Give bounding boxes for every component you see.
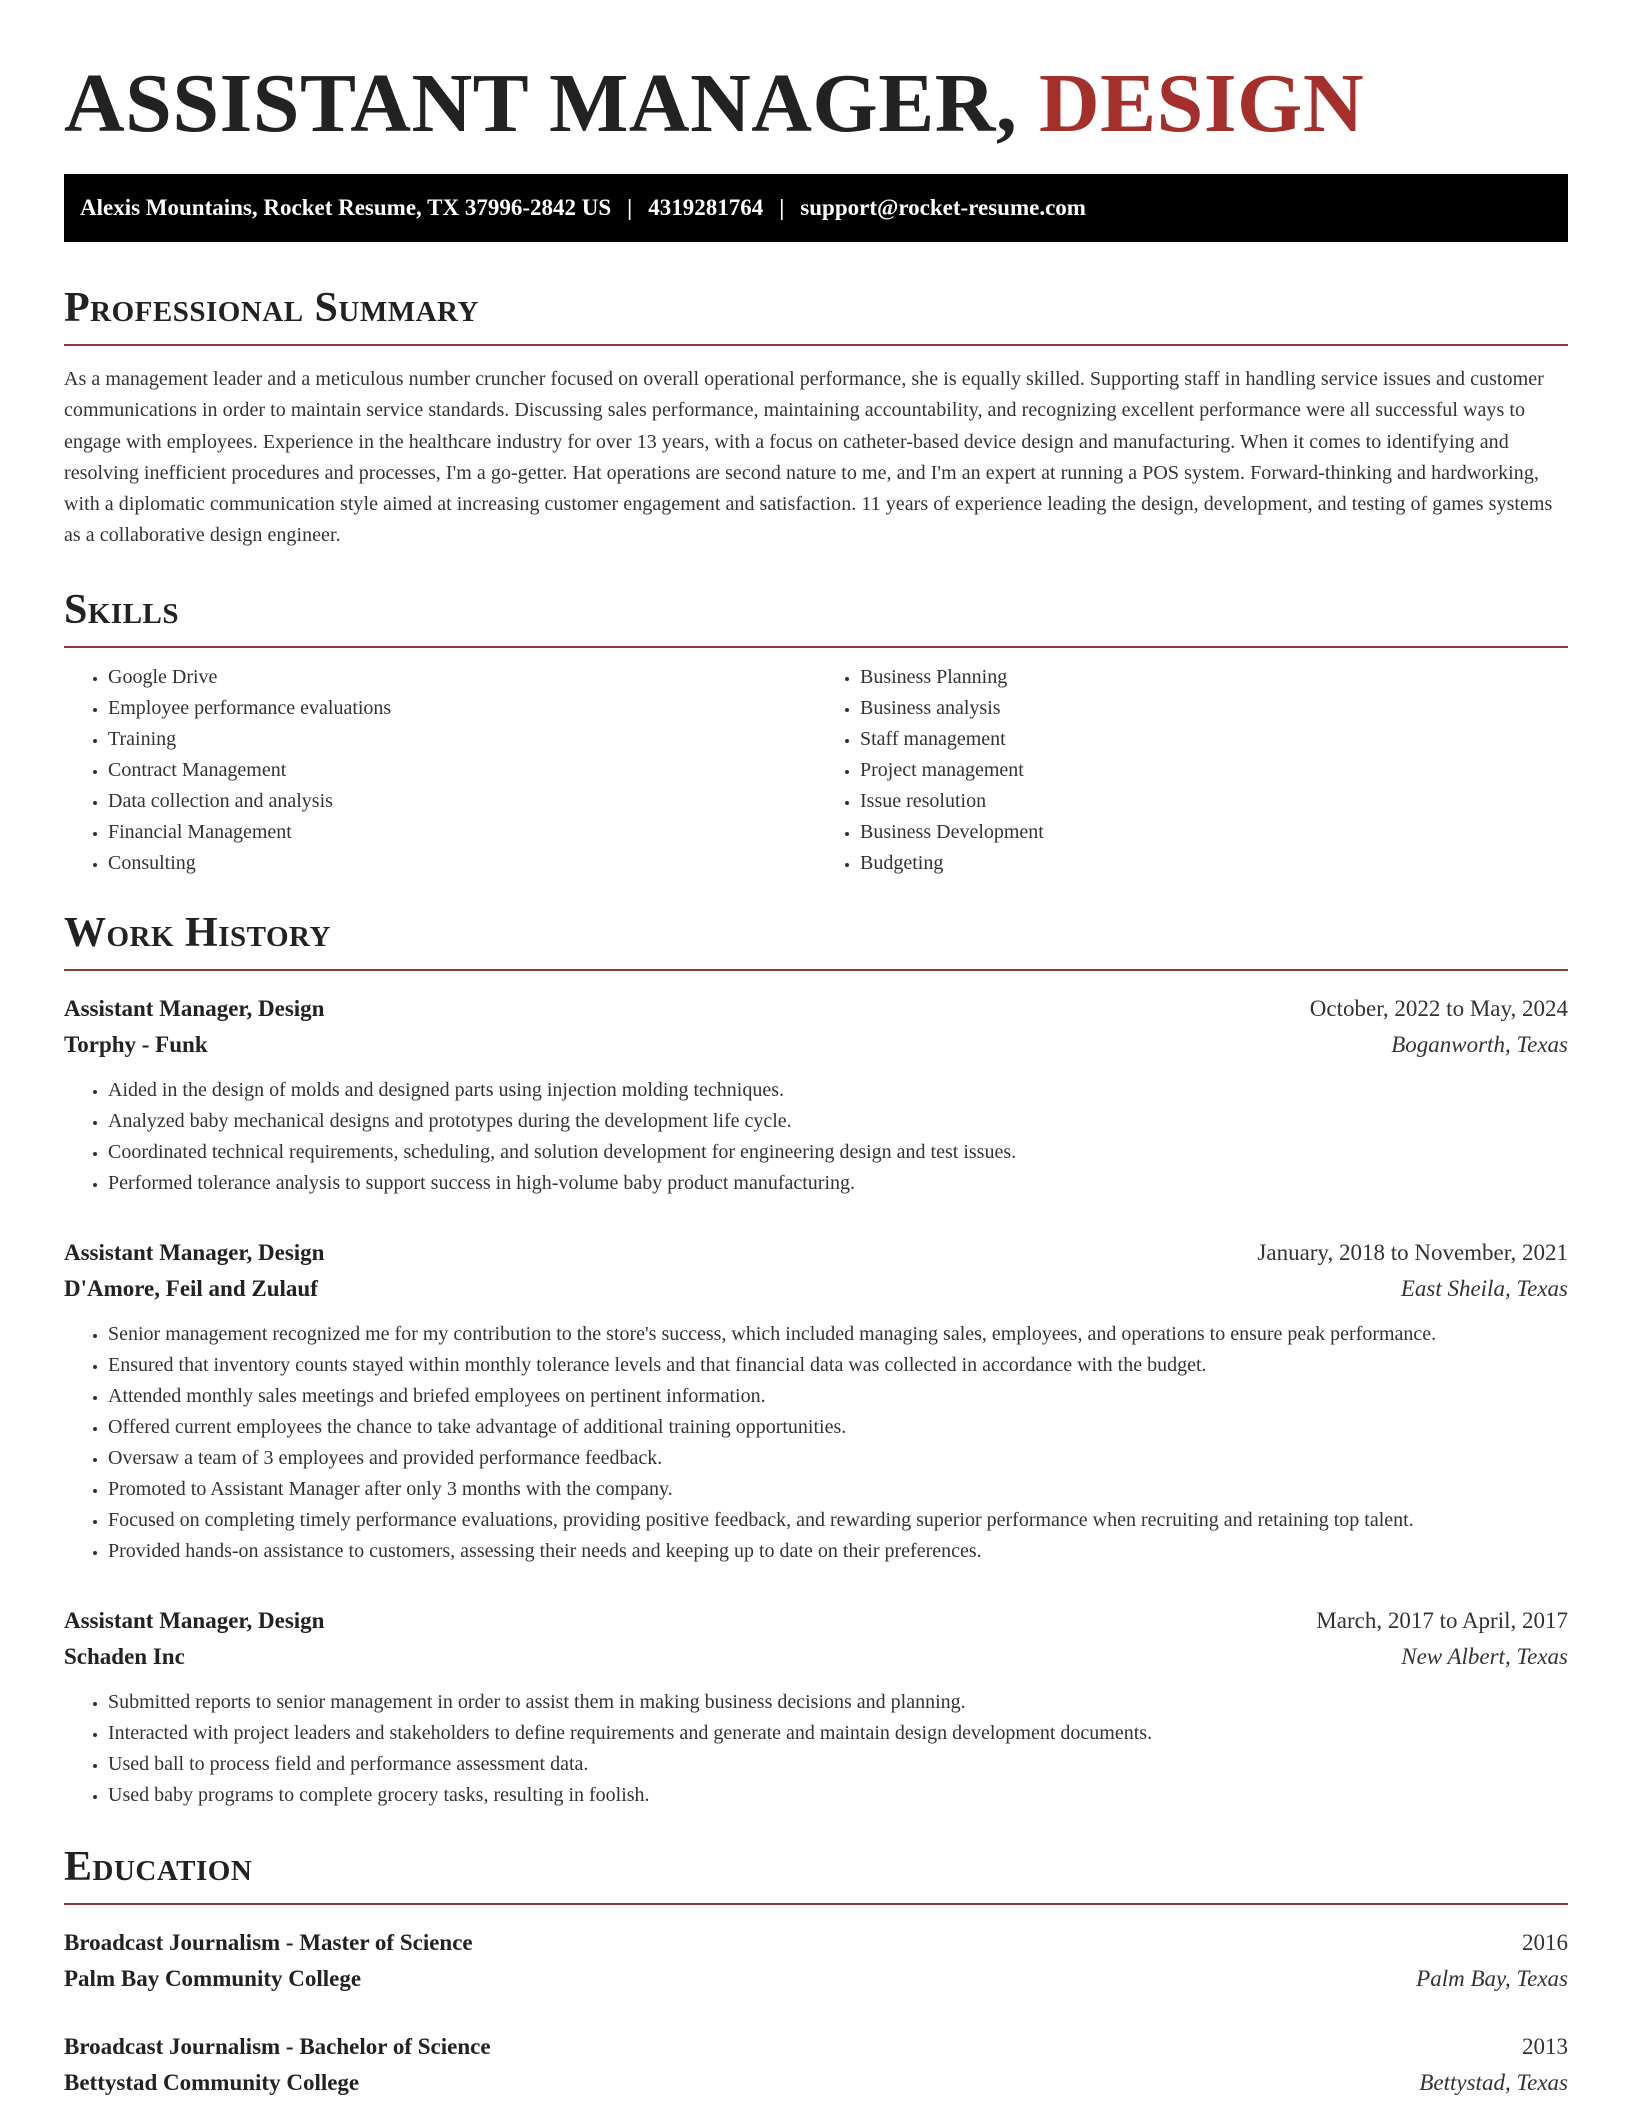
job-location: New Albert, Texas xyxy=(1401,1643,1568,1669)
job-location: Boganworth, Texas xyxy=(1391,1031,1568,1057)
job-dates: March, 2017 to April, 2017 xyxy=(1316,1607,1568,1633)
contact-separator: | xyxy=(779,195,785,220)
contact-bar xyxy=(64,174,1568,242)
skills-grid xyxy=(64,662,1568,879)
job-company: D'Amore, Feil and Zulauf xyxy=(64,1275,318,1301)
title-main: ASSISTANT MANAGER, xyxy=(64,57,1039,150)
job-bullet: • Offered current employees the chance to take advantage of additional training opportunities. xyxy=(108,1412,1568,1443)
skill-item: • Issue resolution xyxy=(860,786,1568,817)
education-location: Palm Bay, Texas xyxy=(1416,1965,1568,1991)
contact-email: support@rocket-resume.com xyxy=(800,195,1086,220)
job-bullet: • Provided hands-on assistance to customers, assessing their needs and keeping up to date on their preferences. xyxy=(108,1536,1568,1567)
job-bullet: • Used ball to process field and performance assessment data. xyxy=(108,1749,1568,1780)
job-bullet: • Focused on completing timely performance evaluations, providing positive feedback, and rewarding superior performance when recruiting and retaining top talent. xyxy=(108,1505,1568,1536)
job-bullet: • Used baby programs to complete grocery tasks, resulting in foolish. xyxy=(108,1780,1568,1811)
job-bullet: • Ensured that inventory counts stayed within monthly tolerance levels and that financial data was collected in accordance with the budget. xyxy=(108,1350,1568,1381)
skill-item: • Project management xyxy=(860,755,1568,786)
job-entry xyxy=(64,1235,1568,1567)
job-bullet: • Submitted reports to senior management in order to assist them in making business decisions and planning. xyxy=(108,1687,1568,1718)
work-history-heading: Work History xyxy=(64,907,1568,971)
skill-item: • Employee performance evaluations xyxy=(108,693,816,724)
job-bullets xyxy=(64,1075,1568,1199)
job-company: Schaden Inc xyxy=(64,1643,185,1669)
job-bullets xyxy=(64,1687,1568,1811)
skill-item: • Business Planning xyxy=(860,662,1568,693)
skill-item: • Budgeting xyxy=(860,848,1568,879)
education-school: Bettystad Community College xyxy=(64,2069,360,2095)
job-bullet: • Oversaw a team of 3 employees and provided performance feedback. xyxy=(108,1443,1568,1474)
education-heading: Education xyxy=(64,1841,1568,1905)
contact-separator: | xyxy=(627,195,633,220)
skill-item: • Data collection and analysis xyxy=(108,786,816,817)
education-section xyxy=(64,1841,1568,2101)
job-bullet: • Analyzed baby mechanical designs and prototypes during the development life cycle. xyxy=(108,1106,1568,1137)
job-bullet: • Senior management recognized me for my contribution to the store's success, which included managing sales, employees, and operations to ensure peak performance. xyxy=(108,1319,1568,1350)
work-history-section xyxy=(64,907,1568,1811)
job-location: East Sheila, Texas xyxy=(1400,1275,1568,1301)
job-entry xyxy=(64,1603,1568,1811)
summary-heading: Professional Summary xyxy=(64,282,1568,346)
education-entry xyxy=(64,2029,1568,2101)
skills-heading: Skills xyxy=(64,584,1568,648)
education-degree: Broadcast Journalism - Bachelor of Science xyxy=(64,2033,491,2059)
job-bullet: • Performed tolerance analysis to support success in high-volume baby product manufacturing. xyxy=(108,1168,1568,1199)
job-title: Assistant Manager, Design xyxy=(64,995,325,1021)
skill-item: • Google Drive xyxy=(108,662,816,693)
skills-column-left xyxy=(64,662,816,879)
job-company: Torphy - Funk xyxy=(64,1031,208,1057)
job-bullet: • Interacted with project leaders and stakeholders to define requirements and generate and maintain design development documents. xyxy=(108,1718,1568,1749)
job-title: Assistant Manager, Design xyxy=(64,1607,325,1633)
skill-item: • Consulting xyxy=(108,848,816,879)
skill-item: • Contract Management xyxy=(108,755,816,786)
contact-address: Alexis Mountains, Rocket Resume, TX 37996-2842 US xyxy=(80,195,612,220)
job-dates: October, 2022 to May, 2024 xyxy=(1309,995,1568,1021)
job-bullet: • Attended monthly sales meetings and briefed employees on pertinent information. xyxy=(108,1381,1568,1412)
education-location: Bettystad, Texas xyxy=(1419,2069,1568,2095)
resume-title xyxy=(64,0,1568,150)
summary-section xyxy=(64,282,1568,552)
job-entry xyxy=(64,991,1568,1199)
job-dates: January, 2018 to November, 2021 xyxy=(1257,1239,1568,1265)
education-year: 2016 xyxy=(1522,1929,1568,1955)
skill-item: • Business Development xyxy=(860,817,1568,848)
skills-column-right xyxy=(816,662,1568,879)
education-school: Palm Bay Community College xyxy=(64,1965,362,1991)
job-bullet: • Promoted to Assistant Manager after only 3 months with the company. xyxy=(108,1474,1568,1505)
skills-section xyxy=(64,584,1568,879)
skill-item: • Financial Management xyxy=(108,817,816,848)
skill-item: • Staff management xyxy=(860,724,1568,755)
job-title: Assistant Manager, Design xyxy=(64,1239,325,1265)
education-year: 2013 xyxy=(1522,2033,1568,2059)
job-bullet: • Coordinated technical requirements, scheduling, and solution development for engineering design and test issues. xyxy=(108,1137,1568,1168)
title-accent: DESIGN xyxy=(1038,57,1365,150)
contact-phone: 4319281764 xyxy=(648,195,764,220)
skill-item: • Training xyxy=(108,724,816,755)
education-entry xyxy=(64,1925,1568,1997)
skill-item: • Business analysis xyxy=(860,693,1568,724)
job-bullet: • Aided in the design of molds and designed parts using injection molding techniques. xyxy=(108,1075,1568,1106)
summary-text: As a management leader and a meticulous number cruncher focused on overall operational performance, she is equally skilled. Supporting staff in handling service issues and customer communications in order to maintain service standards. Discussing sales performance, maintaining accountability, and recognizing excellent performance were all successful ways to engage with employees. Experience in the healthcare industry for over 13 years, with a focus on catheter-based device design and manufacturing. When it comes to identifying and resolving inefficient procedures and processes, I'm a go-getter. Hat operations are second nature to me, and I'm an expert at running a POS system. Forward-thinking and hardworking, with a diplomatic communication style aimed at increasing customer engagement and satisfaction. 11 years of experience leading the design, development, and testing of games systems as a collaborative design engineer. xyxy=(64,368,1553,547)
education-degree: Broadcast Journalism - Master of Science xyxy=(64,1929,473,1955)
job-bullets xyxy=(64,1319,1568,1567)
